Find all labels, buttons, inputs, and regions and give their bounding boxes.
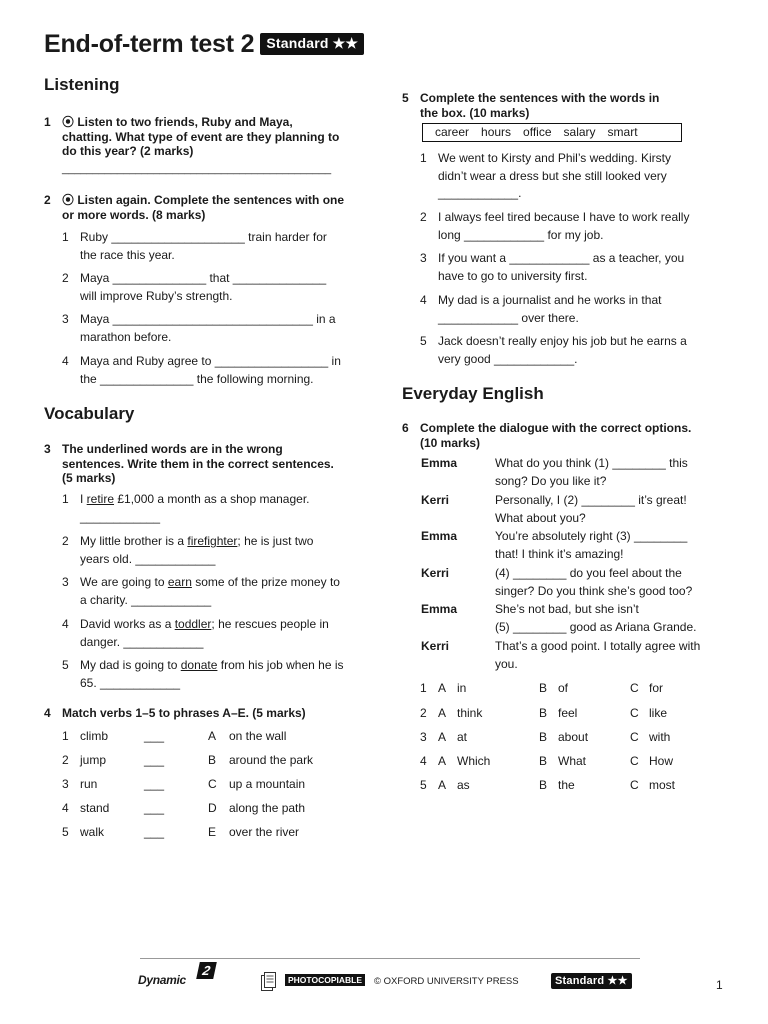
list-item (420, 333, 740, 369)
option-c[interactable]: with (649, 730, 671, 744)
item-number: 2 (420, 706, 427, 720)
level-badge: Standard ★★ (260, 33, 364, 55)
option-a[interactable]: Which (457, 754, 491, 768)
answer-blank[interactable]: ___ (144, 801, 165, 815)
option-letter: C (630, 778, 639, 792)
item-text: Maya and Ruby agree to _________________ in (80, 354, 341, 368)
verb: stand (80, 801, 110, 815)
answer-blank[interactable]: a charity. ____________ (80, 592, 212, 607)
option-letter: B (539, 730, 548, 744)
word-box (422, 123, 682, 142)
option-b[interactable]: What (558, 754, 587, 768)
option-a[interactable]: at (457, 730, 468, 744)
answer-blank[interactable]: ___ (144, 825, 165, 839)
speaker: Emma (421, 602, 458, 616)
question-number: 1 (44, 115, 51, 129)
speech-text: Personally, I (2) ________ it’s great! (495, 493, 687, 507)
verb: run (80, 777, 98, 791)
phrase-letter: A (208, 729, 217, 743)
speaker: Emma (421, 529, 458, 543)
speaker: Kerri (421, 566, 450, 580)
item-text: I always feel tired because I have to work really (438, 210, 690, 224)
phrase: around the park (229, 753, 314, 767)
speech-text: (4) ________ do you feel about the (495, 566, 682, 580)
item-text: Maya ______________ that ______________ (80, 271, 327, 285)
item-number: 2 (420, 210, 427, 224)
dialogue-line (421, 527, 721, 563)
item-text: ____________ over there. (438, 310, 579, 325)
verb: jump (80, 753, 107, 767)
phrase: over the river (229, 825, 300, 839)
option-letter: C (630, 730, 639, 744)
item-number: 5 (62, 825, 69, 839)
item-number: 1 (62, 729, 69, 743)
match-row (62, 800, 362, 818)
dialogue-line (421, 454, 721, 490)
phrase-letter: B (208, 753, 217, 767)
answer-blank[interactable]: ____________ (80, 509, 161, 524)
question-instructions (62, 115, 339, 159)
item-text: We are going to earn some of the prize money to (80, 575, 340, 589)
options-table (420, 681, 720, 796)
instruction-line: do this year? (2 marks) (62, 144, 194, 158)
item-text: very good ____________. (438, 351, 578, 366)
page-number: 1 (716, 978, 723, 992)
match-table (62, 728, 362, 848)
item-number: 1 (62, 492, 69, 506)
question-number: 5 (402, 91, 409, 105)
speech-text: She’s not bad, but she isn’t (495, 602, 639, 616)
list-item (62, 491, 382, 527)
item-number: 5 (62, 658, 69, 672)
box-word: hours (481, 125, 512, 139)
item-number: 1 (62, 230, 69, 244)
item-text: didn’t wear a dress but she still looked very (438, 168, 667, 183)
question-number: 6 (402, 421, 409, 435)
option-b[interactable]: of (558, 681, 569, 695)
option-letter: A (438, 778, 447, 792)
option-letter: C (630, 754, 639, 768)
answer-blank[interactable]: ___ (144, 777, 165, 791)
option-row (420, 754, 720, 770)
list-item (62, 311, 382, 347)
question-number: 2 (44, 193, 51, 207)
option-letter: B (539, 681, 548, 695)
instruction-line: chatting. What type of event are they planning to (62, 129, 340, 144)
box-word: career (435, 125, 470, 139)
option-row (420, 730, 720, 746)
option-letter: C (630, 706, 639, 720)
instruction-line: ⦿ Listen to two friends, Ruby and Maya, (62, 115, 293, 129)
item-number: 5 (420, 334, 427, 348)
box-word: office (523, 125, 552, 139)
list-item (420, 150, 740, 204)
question-4 (44, 706, 384, 721)
question-2 (44, 193, 384, 223)
list-item (62, 574, 382, 610)
photocopiable-label: PHOTOCOPIABLE (285, 974, 365, 986)
answer-blank[interactable]: ___ (144, 729, 165, 743)
option-letter: B (539, 778, 548, 792)
match-row (62, 824, 362, 842)
everyday-english-heading: Everyday English (402, 384, 544, 403)
underlined-word: firefighter (187, 534, 238, 548)
item-number: 3 (62, 777, 69, 791)
photocopy-icon (261, 972, 277, 992)
phrase: up a mountain (229, 777, 306, 791)
speaker: Emma (421, 456, 458, 470)
answer-blank[interactable]: 65. ____________ (80, 675, 181, 690)
publisher: © OXFORD UNIVERSITY PRESS (374, 976, 519, 987)
vocabulary-heading: Vocabulary (44, 404, 135, 423)
match-row (62, 752, 362, 770)
answer-line[interactable]: ____________________________________________ (62, 163, 332, 175)
phrase: along the path (229, 801, 306, 815)
question-number: 4 (44, 706, 51, 720)
page-title (44, 30, 364, 59)
dialogue-line (421, 491, 721, 527)
question-number: 3 (44, 442, 51, 456)
item-number: 2 (62, 271, 69, 285)
option-letter: A (438, 681, 447, 695)
item-text: If you want a ____________ as a teacher, you (438, 251, 685, 265)
phrase-letter: C (208, 777, 217, 791)
item-number: 4 (420, 293, 427, 307)
item-text: the race this year. (80, 247, 175, 262)
instruction-line: ⦿ Listen again. Complete the sentences with one (62, 193, 345, 207)
item-number: 5 (420, 778, 427, 792)
verb: climb (80, 729, 109, 743)
answer-blank[interactable]: ___ (144, 753, 165, 767)
item-text: have to go to university first. (438, 268, 588, 283)
item-number: 4 (62, 801, 69, 815)
phrase-letter: D (208, 801, 217, 815)
listening-heading: Listening (44, 75, 120, 94)
title-text: End-of-term test 2 (44, 30, 255, 58)
option-a[interactable]: think (457, 706, 483, 720)
speech-text: (5) ________ good as Ariana Grande. (495, 620, 697, 634)
match-row (62, 776, 362, 794)
item-number: 1 (420, 151, 427, 165)
logo-text: Dynamic (138, 973, 186, 987)
option-c[interactable]: How (649, 754, 674, 768)
option-c[interactable]: like (649, 706, 668, 720)
option-a[interactable]: as (457, 778, 470, 792)
answer-blank[interactable]: danger. ____________ (80, 634, 204, 649)
underlined-word: donate (180, 658, 218, 672)
item-text: marathon before. (80, 329, 172, 344)
option-letter: C (630, 681, 639, 695)
footer-divider (140, 958, 640, 959)
speech-text: What do you think (1) ________ this (495, 456, 688, 470)
item-number: 3 (62, 312, 69, 326)
list-item (420, 209, 740, 245)
dialogue-line (421, 564, 721, 600)
item-text: My dad is a journalist and he works in that (438, 293, 662, 307)
list-item (62, 270, 382, 306)
logo-number: 2 (196, 962, 217, 979)
instruction-line: (10 marks) (420, 435, 481, 450)
option-b[interactable]: the (558, 778, 575, 792)
item-text: David works as a toddler; he rescues people in (80, 617, 329, 631)
list-item (62, 353, 382, 389)
item-text: Ruby ____________________ train harder for (80, 230, 327, 244)
list-item (420, 250, 740, 286)
list-item (420, 292, 740, 328)
instruction-line: sentences. Write them in the correct sentences. (62, 456, 334, 471)
item-number: 4 (62, 617, 69, 631)
option-letter: A (438, 730, 447, 744)
question-5 (402, 91, 742, 121)
item-text: My little brother is a firefighter; he is just two (80, 534, 314, 548)
option-row (420, 706, 720, 722)
item-number: 3 (420, 251, 427, 265)
question-1 (44, 115, 384, 159)
question-3 (44, 442, 384, 486)
option-a[interactable]: in (457, 681, 467, 695)
question-instructions (62, 193, 344, 222)
speech-text: What about you? (495, 511, 586, 525)
question-instructions: Match verbs 1–5 to phrases A–E. (5 marks) (62, 706, 306, 720)
match-row (62, 728, 362, 746)
speech-text: you. (495, 657, 518, 671)
speech-text: You’re absolutely right (3) ________ (495, 529, 688, 543)
question-instructions (420, 421, 691, 450)
item-number: 4 (420, 754, 427, 768)
item-text: Maya ______________________________ in a (80, 312, 336, 326)
item-number: 4 (62, 354, 69, 368)
instruction-line: (5 marks) (62, 471, 116, 485)
instruction-line: The underlined words are in the wrong (62, 442, 283, 456)
verb: walk (80, 825, 105, 839)
item-number: 3 (62, 575, 69, 589)
option-row (420, 681, 720, 697)
option-letter: A (438, 706, 447, 720)
underlined-word: retire (86, 492, 115, 506)
option-c[interactable]: for (649, 681, 664, 695)
item-number: 1 (420, 681, 427, 695)
question-instructions (62, 442, 334, 486)
list-item (62, 616, 382, 652)
item-text: the ______________ the following morning. (80, 371, 314, 386)
item-text: Jack doesn’t really enjoy his job but he earns a (438, 334, 687, 348)
dialogue-line (421, 600, 721, 636)
instruction-line: Complete the sentences with the words in (420, 91, 660, 105)
item-text: will improve Ruby’s strength. (80, 288, 233, 303)
instruction-line: the box. (10 marks) (420, 105, 530, 120)
speech-text: That’s a good point. I totally agree with (495, 639, 701, 653)
dynamic-logo (138, 962, 224, 992)
speech-text: that! I think it’s amazing! (495, 547, 624, 561)
underlined-word: toddler (174, 617, 212, 631)
option-letter: B (539, 706, 548, 720)
item-text: My dad is going to donate from his job when he is (80, 658, 344, 672)
speaker: Kerri (421, 493, 450, 507)
option-letter: B (539, 754, 548, 768)
instruction-line: Complete the dialogue with the correct options. (420, 421, 692, 435)
item-number: 3 (420, 730, 427, 744)
option-letter: A (438, 754, 447, 768)
option-b[interactable]: about (558, 730, 589, 744)
dialogue-line (421, 637, 721, 673)
phrase: on the wall (229, 729, 287, 743)
option-c[interactable]: most (649, 778, 676, 792)
item-text: ____________. (438, 186, 522, 200)
item-text: We went to Kirsty and Phil’s wedding. Kirsty (438, 151, 671, 165)
list-item (62, 533, 382, 569)
underlined-word: earn (167, 575, 192, 589)
list-item (62, 657, 382, 693)
speech-text: singer? Do you think she’s good too? (495, 584, 693, 598)
answer-blank[interactable]: years old. ____________ (80, 551, 216, 566)
item-number: 2 (62, 753, 69, 767)
instruction-line: or more words. (8 marks) (62, 207, 206, 222)
item-text: long ____________ for my job. (438, 227, 604, 242)
list-item (62, 229, 382, 265)
phrase-letter: E (208, 825, 217, 839)
question-instructions (420, 91, 659, 120)
option-b[interactable]: feel (558, 706, 578, 720)
speech-text: song? Do you like it? (495, 474, 607, 488)
box-word: salary (563, 125, 596, 139)
option-row (420, 778, 720, 794)
question-6 (402, 421, 742, 451)
speaker: Kerri (421, 639, 450, 653)
footer-level-badge: Standard ★★ (551, 973, 632, 989)
item-number: 2 (62, 534, 69, 548)
box-word: smart (607, 125, 638, 139)
item-text: I retire £1,000 a month as a shop manager. (80, 492, 310, 506)
